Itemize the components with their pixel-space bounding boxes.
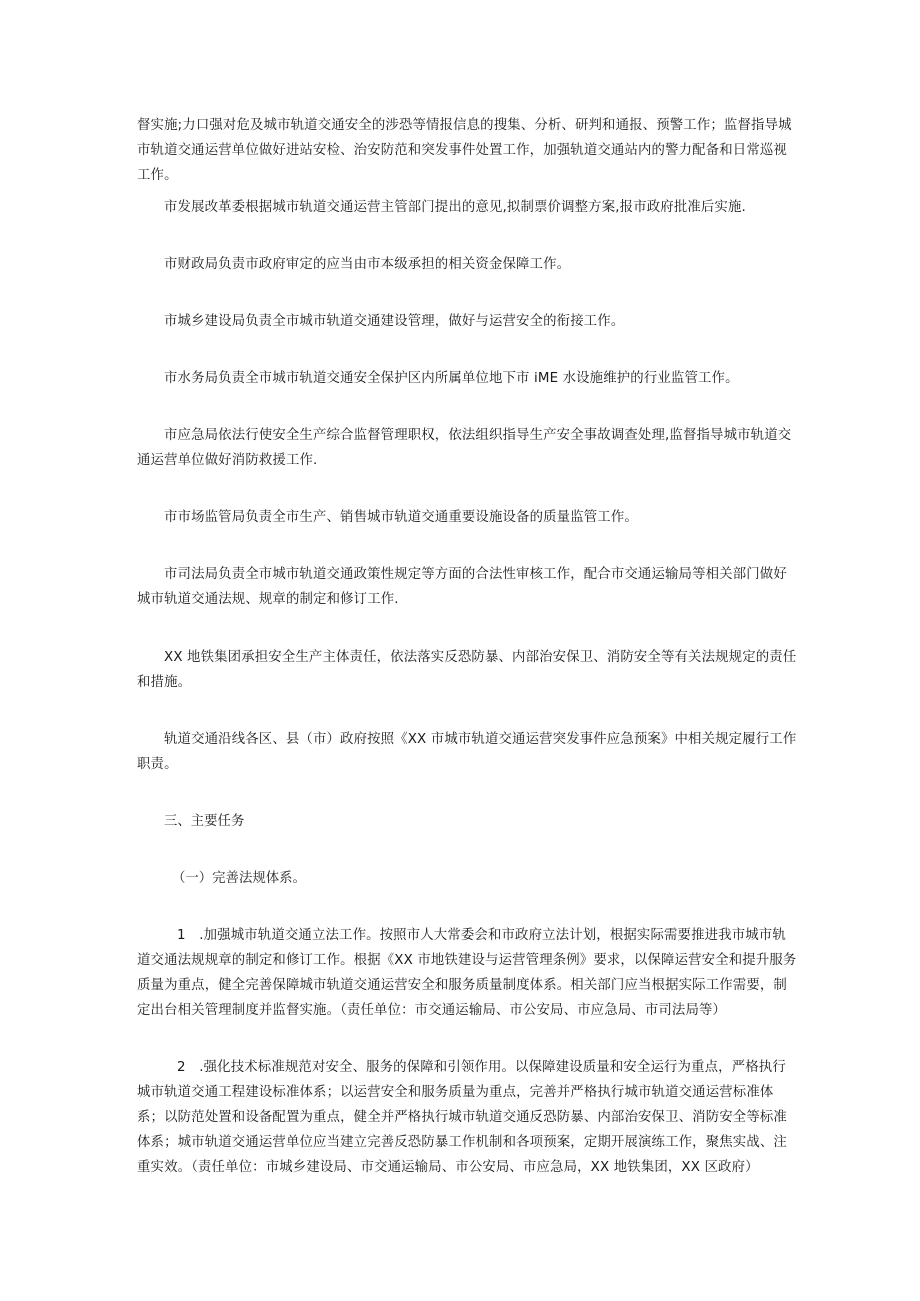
subsection-heading-legal-system: （一）完善法规体系。 [172, 871, 306, 886]
paragraph-development-reform: 市发展改革委根据城市轨道交通运营主管部门提出的意见,拟制票价调整方案,报市政府批准后实施. [164, 200, 746, 215]
paragraph-finance-bureau: 市财政局负责市政府审定的应当由市本级承担的相关资金保障工作。 [164, 257, 571, 272]
paragraph-justice-bureau: 市司法局负责全市城市轨道交通政策性规定等方面的合法性审核工作，配合市交通运输局等相关部门做好城市轨道交通法规、规章的制定和修订工作. [137, 567, 787, 607]
paragraph-market-supervision: 市市场监管局负责全市生产、销售城市轨道交通重要设施设备的质量监管工作。 [164, 510, 638, 525]
paragraph-water-affairs: 市水务局负责全市城市轨道交通安全保护区内所属单位地下市 iME 水设施维护的行业监管工作。 [164, 371, 739, 386]
paragraph-district-governments: 轨道交通沿线各区、县（市）政府按照《XX 市城市轨道交通运营突发事件应急预案》中相关规定履行工作职责。 [137, 732, 797, 772]
task-item-2: 2 .强化技术标准规范对安全、服务的保障和引领作用。以保障建设质量和安全运行为重点，严格执行城市轨道交通工程建设标准体系；以运营安全和服务质量为重点，完善并严格执行城市轨道交通运营标准体系；以防范处置和设备配置为重点，健全并严格执行城市轨道交通反恐防暴、内部治安保卫、消防安全等标准体系；城市轨道交通运营单位应当建立完善反恐防暴工作机制和各项预案，定期开展演练工作，聚焦实战、注重实效。（责任单位：市城乡建设局、市交通运输局、市公安局、市应急局，XX 地铁集团，XX 区政府） [137, 1060, 787, 1175]
task-item-1: 1 .加强城市轨道交通立法工作。按照市人大常委会和市政府立法计划，根据实际需要推进我市城市轨道交通法规规章的制定和修订工作。根据《XX 市地铁建设与运营管理条例》要求，以保障运营安全和提升服务质量为重点，健全完善保障城市轨道交通运营安全和服务质量制度体系。相关部门应当根据实际工作需要，制定出台相关管理制度并监督实施。（责任单位：市交通运输局、市公安局、市应急局、市司法局等） [137, 928, 797, 1018]
paragraph-urban-rural-construction: 市城乡建设局负责全市城市轨道交通建设管理，做好与运营安全的衔接工作。 [164, 314, 625, 329]
paragraph-public-security: 督实施;力口强对危及城市轨道交通安全的涉恐等情报信息的搜集、分析、研判和通报、预警工作；监督指导城市轨道交通运营单位做好进站安检、治安防范和突发事件处置工作，加强轨道交通站内的警力配备和日常巡视工作。 [137, 118, 792, 183]
paragraph-metro-group: XX 地铁集团承担安全生产主体责任，依法落实反恐防暴、内部治安保卫、消防安全等有关法规规定的责任和措施。 [137, 650, 797, 690]
section-heading-main-tasks: 三、主要任务 [164, 814, 245, 829]
paragraph-emergency-bureau: 市应急局依法行使安全生产综合监督管理职权，依法组织指导生产安全事故调查处理,监督指导城市轨道交通运营单位做好消防救援工作. [137, 428, 792, 468]
